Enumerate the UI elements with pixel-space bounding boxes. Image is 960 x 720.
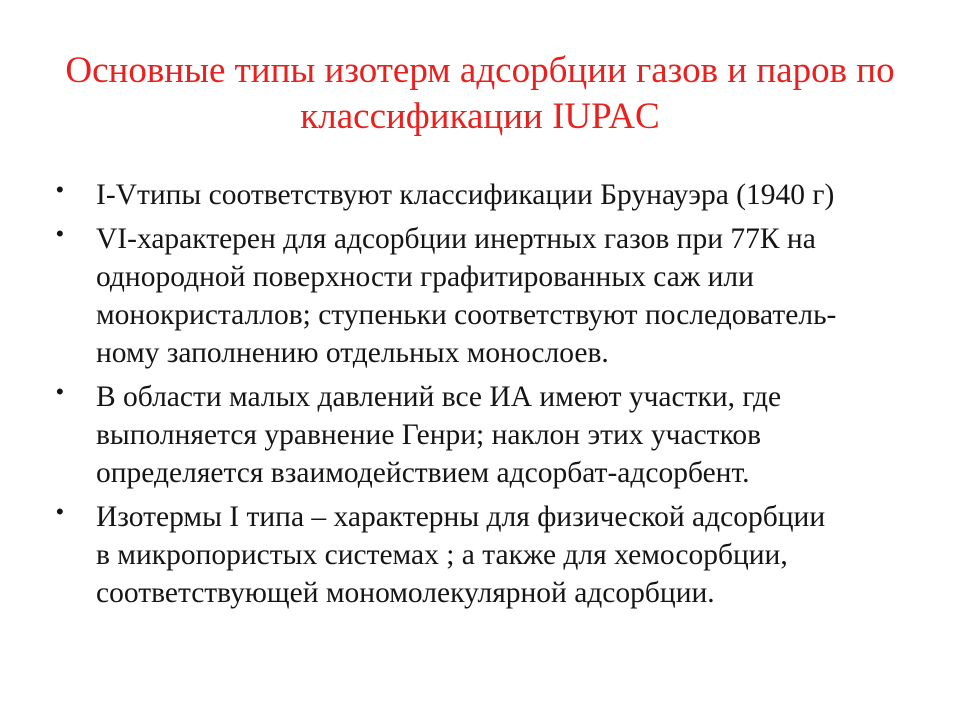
bullet-line: выполняется уравнение Генри; наклон этих участков	[96, 419, 762, 451]
bullet-text	[96, 220, 916, 372]
bullet-line: однородной поверхности графитированных саж или	[96, 261, 754, 293]
bullet-line: Изотермы I типа – характерны для физической адсорбции	[96, 501, 826, 533]
bullet-text	[96, 498, 916, 612]
bullet-line: I-Vтипы соответствуют классификации Брунауэра (1940 г)	[96, 179, 835, 211]
bullet-item-1	[56, 176, 916, 214]
bullet-text	[96, 378, 916, 492]
bullet-dot-icon: •	[56, 177, 64, 202]
bullet-dot-icon: •	[56, 221, 64, 246]
slide-title-line-2: классификации IUPAC	[300, 96, 660, 137]
bullet-dot-icon: •	[56, 379, 64, 404]
bullet-item-3	[56, 378, 916, 492]
bullet-text	[96, 176, 916, 214]
bullet-line: монокристаллов; ступеньки соответствуют последователь-	[96, 299, 837, 331]
slide-title	[40, 48, 920, 140]
bullet-line: соответствующей мономолекулярной адсорбции.	[96, 577, 715, 609]
slide-title-line-1: Основные типы изотерм адсорбции газов и паров по	[65, 50, 895, 91]
bullet-list	[56, 176, 916, 618]
bullet-line: определяется взаимодействием адсорбат-адсорбент.	[96, 457, 750, 489]
bullet-dot-icon: •	[56, 499, 64, 524]
bullet-line: ному заполнению отдельных монослоев.	[96, 337, 609, 369]
bullet-line: VI-характерен для адсорбции инертных газов при 77К на	[96, 223, 816, 255]
bullet-item-4	[56, 498, 916, 612]
bullet-line: в микропористых системах ; а также для хемосорбции,	[96, 539, 788, 571]
bullet-line: В области малых давлений все ИА имеют участки, где	[96, 381, 782, 413]
bullet-item-2	[56, 220, 916, 372]
